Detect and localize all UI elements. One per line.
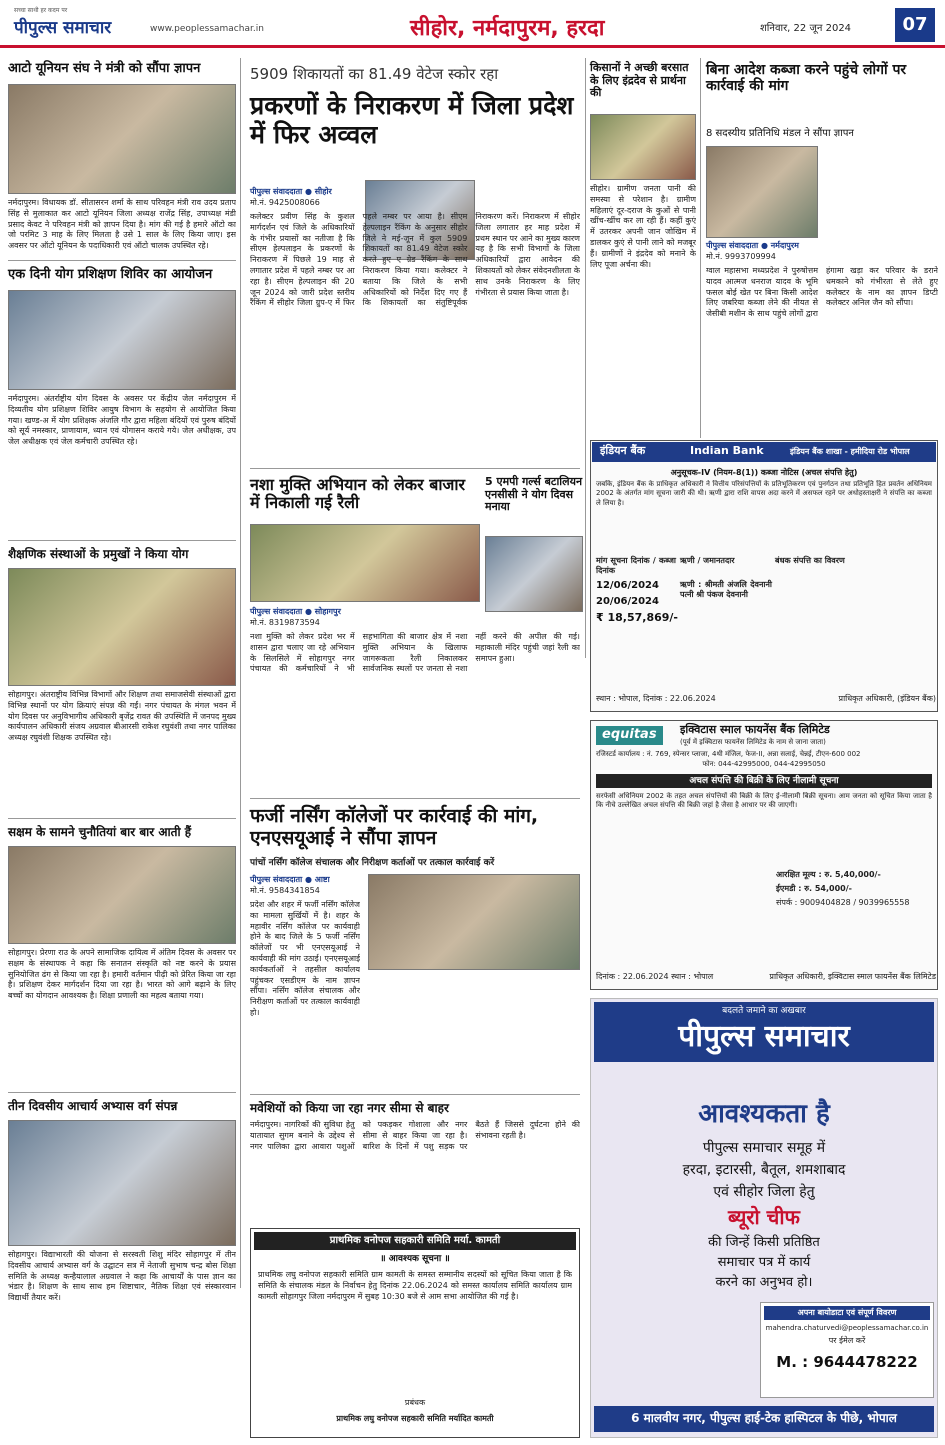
ad-line: एवं सीहोर जिला हेतु [713,1184,815,1200]
article-title: सक्षम के सामने चुनौतियां बार बार आती हैं [8,825,192,839]
notice-heading: ॥ आवश्यक सूचना ॥ [380,1254,450,1264]
notice-body: सरफेसी अधिनियम 2002 के तहत अचल संपत्तियों की बिक्री के लिए ई-नीलामी बिक्री सूचना। आम जनता को सूचित किया जाता है कि नीचे उल्लेखित अचल संपत्ति की बिक्री जहां है जैसा है आधार पर की जाएगी। [596,792,932,810]
article-subtitle: 8 सदस्यीय प्रतिनिधि मंडल ने सौंपा ज्ञापन [706,128,854,139]
article-photo [250,524,480,602]
article-title: आटो यूनियन संघ ने मंत्री को सौंपा ज्ञापन [8,61,201,76]
article-photo [590,114,696,180]
article-body: सोहागपुर। प्रेरणा राउ के अपने सामाजिक दायित्व में अंतिम दिवस के अवसर पर सक्षम के संस्थापक ने कहा कि सनातन संस्कृति को नष्ट करने के प्रयास सुनियोजित ढंग से किया जा रहा है। हमारी वर्तमान पीढ़ी को प्रेरित किया जा रहा है। प्रशिक्षण देकर मार्गदर्शन दिया जा रहा है। भारत को आगे बढ़ाने के लिए बच्चों का योगदान आवश्यक है। शिक्षा प्रणाली का महत्व बताया गया। [8,948,236,1001]
article-photo [8,846,236,944]
article-body: कलेक्टर प्रवीण सिंह के कुशल मार्गदर्शन एवं जिले के अधिकारियों के गंभीर प्रयासों का नतीजा है कि सीएम हेल्पलाइन के प्रकरणों के निराकरण में पिछले 19 माह से लगातार प्रदेश में पहले नम्बर पर आ रहा है। सीएम हेल्पलाइन की 20 जून 2024 को जारी प्रदेश स्तरीय रैंकिंग में सीहोर जिला ग्रुप-ए में फिर पहले नम्बर पर आया है। सीएम हेल्पलाइन रैंकिंग के अनुसार सीहोर जिले ने मई-जून में कुल 5909 शिकायतों का 81.49 वेटेज स्कोर करते हुए ए ग्रेड रैंकिंग के साथ निराकरण किया गया। कलेक्टर ने बताया कि जिले के सभी अधिकारियों को निर्देश दिए गए हैं कि शिकायतों का संतुष्टिपूर्वक निराकरण करें। निराकरण में सीहोर जिला लगातार हर माह प्रदेश में प्रथम स्थान पर आने का मुख्य कारण यह है कि सभी विभागों के जिला अधिकारियों द्वारा आवेदन की शिकायतों को लेकर संवेदनशीलता के साथ उनके निराकरण के लिए गंभीरता से प्रयास किया जाता है। [250,212,580,308]
column-divider [585,58,586,658]
registered-office: रजिस्टर्ड कार्यालय : नं. 769, स्पेन्सर प्लाजा, 4थी मंजिल, फेज-II, अन्ना सलाई, चेन्नई, टीएन-600 002 [596,750,861,758]
table-header: ऋणी / जमानतदार [680,556,735,565]
place-date: स्थान : भोपाल, दिनांक : 22.06.2024 [596,694,716,703]
divider [8,1092,236,1093]
article-body: नर्मदापुरम। अंतर्राष्ट्रीय योग दिवस के अवसर पर केंद्रीय जेल नर्मदापुरम में दिव्यतीय योग प्रशिक्षण शिविर आयुष विभाग के सहयोग से आयोजित किया गया। खण्ड-अ में योग प्रशिक्षक अंजलि गौर द्वारा महिला बंदियों एवं पुरुष बंदियों को सूर्य नमस्कार, प्राणायाम, ध्यान एवं योगासन कराये गये। जेल अधीक्षक, उप जेल अधीक्षक एवं जेल कर्मचारी उपस्थित रहे। [8,394,236,447]
byline: पीपुल्स संवाददाता ● नर्मदापुरम [706,241,799,250]
equitas-logo: equitas [596,726,663,745]
kicker: 5909 शिकायतों का 81.49 वेटेज स्कोर रहा [250,65,499,83]
table-header: मांग सूचना दिनांक / कब्जा दिनांक [596,556,676,575]
notice-date: 12/06/2024 [596,580,659,591]
ad-address: 6 मालवीय नगर, पीपुल्स हाई-टेक हास्पिटल के पीछे, भोपाल [594,1406,934,1432]
ad-mobile: M. : 9644478222 [776,1353,918,1371]
ad-brand: पीपुल्स समाचार [678,1019,850,1054]
ad-email: mahendra.chaturvedi@peoplessamachar.co.in [765,1324,929,1332]
divider [250,798,580,799]
article-title: 5 एमपी गर्ल्स बटालियन एनसीसी ने योग दिवस मनाया [485,475,583,514]
place-date: दिनांक : 22.06.2024 स्थान : भोपाल [596,972,714,981]
column-divider [240,58,241,1288]
ad-need: आवश्यकता है [698,1099,830,1129]
due-amount: ₹ 18,57,869/- [596,611,679,624]
article-title: मवेशियों को किया जा रहा नगर सीमा से बाहर [250,1101,449,1115]
article-body: प्रदेश और शहर में फर्जी नर्सिंग कॉलेज का मामला सुर्खियों में है। शहर के महावीर नर्सिंग कॉलेज पर कार्यवाही होने के बाद जिले के 5 फर्जी नर्सिंग कॉलेजों पर भी एनएसयूआई ने कार्यवाही की मांग उठाई। एनएसयूआई कार्यकर्ताओं ने तहसील कार्यालय पहुंचकर एसडीएम के नाम ज्ञापन सौंपा। नर्सिंग कॉलेज संचालक और निरीक्षण कर्ताओं पर तत्काल कार्यवाही हो। [250,900,360,1017]
bank-name-hindi: इंडियन बैंक [600,444,646,457]
logo-text: पीपुल्स समाचार [14,18,112,38]
authorised-officer: प्राधिकृत अधिकारी, (इंडियन बैंक) [838,694,936,703]
bank-phone: फोन: 044-42995000, 044-42995050 [702,760,826,768]
logo-tagline: सच्चा साथी हर कदम पर [14,7,68,14]
bank-name-english: Indian Bank [690,444,764,457]
notice-sign: प्रबंधक [404,1398,426,1407]
byline-phone: मो.नं. 9584341854 [250,886,320,895]
region-title: सीहोर, नर्मदापुरम, हरदा [410,16,605,41]
notice-footer: प्राथमिक लघु वनोपज सहकारी समिति मर्यादित कामती [336,1414,494,1423]
notice-heading: अचल संपत्ति की बिक्री के लिए नीलामी सूचना [596,774,932,788]
notice-heading: अनुसूचक-IV (नियम-8(1)) कब्जा नोटिस (अचल संपत्ति हेतु) [670,468,858,477]
article-body: नर्मदापुरम। नागरिकों की सुविधा हेतु यातायात सुगम बनाने के उद्देश्य से नगर पालिका द्वारा आवारा पशुओं को पकड़कर गोशाला और नगर सीमा से बाहर किया जा रहा है। बारिश के दिनों में पशु सड़क पर बैठते हैं जिससे दुर्घटना होने की संभावना रहती है। [250,1120,580,1151]
ad-line: करने का अनुभव हो। [715,1275,813,1290]
ad-cv-text: अपना बायोडाटा एवं संपूर्ण विवरण [764,1306,930,1320]
article-body: सोहागपुर। विद्याभारती की योजना से सरस्वती शिशु मंदिर सोहागपुर में तीन दिवसीय आचार्य अभ्यास वर्ग के उद्घाटन सत्र में नेताजी सुभाष चन्द्र बोस शिक्षा समिति के अध्यक्ष कन्हैयालाल अग्रवाल ने कहा कि आचार्यों के पास ज्ञान का भंडार है। शिक्षण के साथ साथ हम शिष्टाचार, नैतिक शिक्षा एवं संस्कारवान विद्यार्थी तैयार करें। [8,1250,236,1303]
notice-title: प्राथमिक वनोपज सहकारी समिति मर्या. कामती [254,1232,576,1250]
website-url: www.peoplessamachar.in [150,24,264,34]
article-body: ग्वाल महासभा मध्यप्रदेश ने पुरुषोत्तम यादव आत्मज धनराज यादव के भूमि फसल बोई खेत पर बिना किसी आदेश लिए जबरिया कब्जा लेने की नीयत से जेसीबी मशीन के साथ पहुंचे लोगों द्वारा हंगामा खड़ा कर परिवार के डराने धमकाने को गंभीरता से लेते हुए कलेक्टर के नाम का ज्ञापन डिप्टी कलेक्टर अनिल जैन को सौंपा। [706,266,938,319]
divider [250,1094,580,1095]
article-photo [8,290,236,390]
article-title: एक दिनी योग प्रशिक्षण शिविर का आयोजन [8,267,213,282]
byline: पीपुल्स संवाददाता ● आष्टा [250,875,330,884]
issue-date: शनिवार, 22 जून 2024 [760,23,852,34]
article-body: नर्मदापुरम। विधायक डॉ. सीतासरन शर्मा के साथ परिवहन मंत्री राव उदय प्रताप सिंह से मुलाकात कर आटो यूनियन जिला अध्यक्ष राजेंद्र सिंह, उपाध्यक्ष मंडी प्रसाद केवट ने परिवहन मंत्री को ज्ञापन दिया है। मांग की गई है हमारे ऑटो का जो परमिट 3 माह के लिए मिलता है उसे 1 साल के लिए किया जाए। इस अवसर पर ऑटो यूनियन के पदाधिकारी एवं ऑटो चालक उपस्थित रहे। [8,198,236,251]
bank-subtitle: (पूर्व में इक्विटास फायनेंस लिमिटेड के नाम से जाना जाता) [680,738,826,746]
byline-phone: मो.नं. 9993709994 [706,252,776,261]
byline: पीपुल्स संवाददाता ● सीहोर [250,187,332,196]
byline: पीपुल्स संवाददाता ● सोहागपुर [250,607,341,616]
article-photo [485,536,583,612]
divider [8,540,236,541]
byline-phone: मो.नं. 8319873594 [250,618,320,627]
notice-body: प्राथमिक लघु वनोपज सहकारी समिति ग्राम कामती के समस्त सम्मानीय सदस्यों को सूचित किया जाता है कि समिति के संचालक मंडल के निर्वाचन हेतु दिनांक 22.06.2024 को समस्त कार्यालय समिति कार्यालय ग्राम कामती सोहागपुर जिला नर्मदापुरम में सुबह 10:30 बजे से आम सभा आयोजित की गई है। [258,1270,572,1301]
article-title: फर्जी नर्सिंग कॉलेजों पर कार्रवाई की मांग, एनएसयूआई ने सौंपा ज्ञापन [250,805,539,849]
ad-line: पीपुल्स समाचार समूह में [702,1140,826,1156]
table-header: बंधक संपत्ति का विवरण [775,556,845,565]
article-photo [8,1120,236,1246]
bank-name: इक्विटास स्माल फायनेंस बैंक लिमिटेड [680,723,830,736]
divider [8,818,236,819]
article-body: सोहागपुर। अंतराष्ट्रीय विभिन्न विभागों और शिक्षण तथा समाजसेवी संस्थाओं द्वारा विभिन्न स्थानों पर योग क्रियाएं संपन्न की गईं। नगर पंचायत के मंगल भवन में योग दिवस पर अनुविभागीय अधिकारी बृजेंद्र रावत की उपस्थिति में जनपद मुख्य कार्यपालन अधिकारी संजय अग्रवाल बीआरसी राकेश रघुवंशी तथा नगर पालिका अध्यक्ष रघुवंशी शिक्षक उपस्थित रहे। [8,690,236,743]
article-title: बिना आदेश कब्जा करने पहुंचे लोगों पर कार्रवाई की मांग [706,62,907,95]
bank-branch: इंडियन बैंक शाखा - हमीदिया रोड भोपाल [790,447,910,456]
contact-numbers: संपर्क : 9009404828 / 9039965558 [776,898,910,907]
article-photo [8,84,236,194]
authorised-officer: प्राधिकृत अधिकारी, इक्विटास स्माल फायनेंस बैंक लिमिटेड [769,972,936,981]
article-title: नशा मुक्ति अभियान को लेकर बाजार में निकाली गई रैली [250,475,466,513]
divider [8,260,236,261]
page-number: 07 [895,8,935,42]
divider [250,468,580,469]
borrower-name: ऋणी : श्रीमती अंजलि देवनानी पत्नी श्री पंकज देवनानी [680,580,772,599]
ad-role: ब्यूरो चीफ [728,1205,800,1229]
article-photo [706,146,818,238]
ad-line: की जिन्हें किसी प्रतिष्ठित [708,1235,820,1250]
emd-amount: ईएमडी : रु. 54,000/- [776,884,852,893]
ad-line: हरदा, इटारसी, बैतूल, शमशाबाद [682,1162,846,1178]
article-photo [8,568,236,686]
ad-line: समाचार पत्र में कार्य [717,1255,811,1270]
masthead-logo [14,6,111,38]
article-title: किसानों ने अच्छी बरसात के लिए इंद्रदेव से प्रार्थना की [590,61,689,100]
ad-email-note: पर ईमेल करें [828,1336,866,1345]
article-body: सीहोर। ग्रामीण जनता पानी की समस्या से परेशान है। ग्रामीण महिलाएं दूर-दराज के कुओं से पानी खींच-खींच कर ला रही हैं। कहीं कुएं में उतरकर अपनी जान जोखिम में डालकर कुएं से पानी लाने को मजबूर हैं। ग्रामीणों ने इंद्रदेव को मनाने के लिए पूजा अर्चना की। [590,184,696,269]
lead-headline: प्रकरणों के निराकरण में जिला प्रदेश में फिर अव्वल [250,91,574,149]
possession-date: 20/06/2024 [596,596,659,607]
article-title: शैक्षणिक संस्थाओं के प्रमुखों ने किया योग [8,547,189,561]
column-divider [700,58,701,438]
notice-body: जबकि, इंडियन बैंक के प्राधिकृत अधिकारी ने वित्तीय परिसंपत्तियों के प्रतिभूतिकरण एवं पुनर्गठन तथा प्रतिभूति हित प्रवर्तन अधिनियम 2002 के अंतर्गत मांग सूचना जारी की थी। ऋणी द्वारा राशि वापस अदा करने में असफल रहने पर अधोहस्ताक्षरी ने संपत्ति का कब्जा ले लिया है। [596,480,932,507]
byline-phone: मो.नं. 9425008066 [250,198,320,207]
article-photo [368,874,580,970]
article-title: तीन दिवसीय आचार्य अभ्यास वर्ग संपन्न [8,1099,178,1113]
ad-tagline: बदलते जमाने का अखबार [722,1006,806,1016]
reserve-price: आरक्षित मूल्य : रु. 5,40,000/- [776,870,881,879]
article-subtitle: पांचों नर्सिंग कॉलेज संचालक और निरीक्षण कर्ताओं पर तत्काल कार्रवाई करें [250,858,495,868]
article-body: नशा मुक्ति को लेकर प्रदेश भर में शासन द्वारा चलाए जा रहे अभियान के सिलसिले में सोहागपुर नगर पंचायत की कर्मचारियों ने भी सहभागिता की बाजार क्षेत्र में नशा मुक्ति अभियान के खिलाफ जागरूकता रैली निकालकर सार्वजनिक स्थलों पर जनता से नशा नहीं करने की अपील की गई। महाकाली मंदिर पहुंची जहां रैली का समापन हुआ। [250,632,580,674]
